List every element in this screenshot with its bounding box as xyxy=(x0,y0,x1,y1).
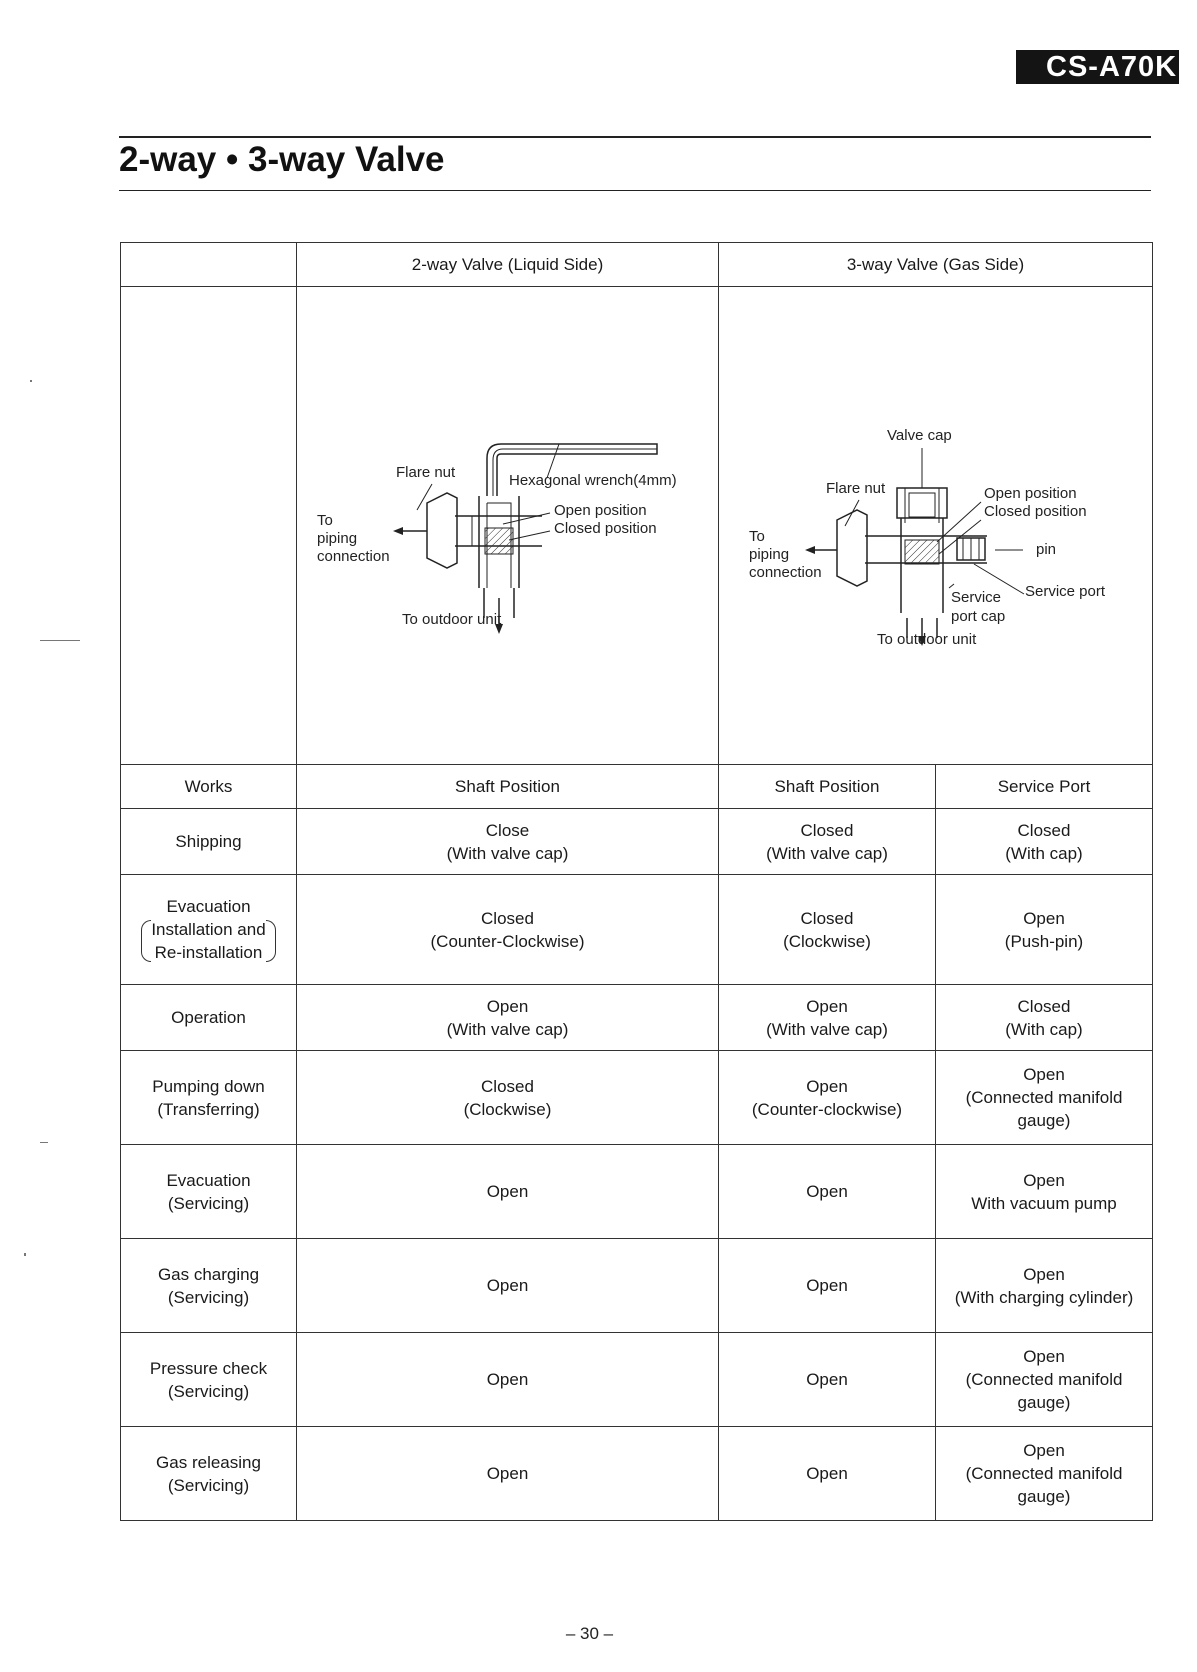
label-open-position: Open position xyxy=(554,501,647,519)
service-port-cell xyxy=(936,1333,1153,1427)
cell-text: Open xyxy=(1023,1441,1065,1460)
label-hex-wrench: Hexagonal wrench(4mm) xyxy=(509,471,677,489)
cell-text: Installation and xyxy=(151,920,266,939)
table-row xyxy=(121,875,1153,985)
shaft-3way-cell xyxy=(719,1239,936,1333)
shaft-2way-cell xyxy=(297,1051,719,1145)
cell-text: Pumping down xyxy=(152,1076,265,1096)
piping-arrow-3way xyxy=(805,546,837,554)
cell-text: Closed xyxy=(800,820,854,840)
label-connection: connection xyxy=(317,547,390,565)
shaft-2way-cell xyxy=(297,875,719,985)
service-port-cell xyxy=(936,1051,1153,1145)
service-port-cell xyxy=(936,1145,1153,1239)
leader-lines-3way xyxy=(845,448,1024,594)
cell-text: (Connected manifold xyxy=(965,1088,1123,1107)
cell-text: (Servicing) xyxy=(167,1287,250,1307)
table-row xyxy=(121,1145,1153,1239)
shaft-3way-cell xyxy=(719,1051,936,1145)
shaft-3way-cell xyxy=(719,1427,936,1521)
shaft-3way-cell xyxy=(719,875,936,985)
valve-body-2way xyxy=(427,493,542,618)
scan-speck xyxy=(24,1253,26,1256)
scan-speck xyxy=(30,380,32,382)
cell-text: Open xyxy=(486,1276,529,1295)
shaft-2way-cell xyxy=(297,1427,719,1521)
cell-text: Closed xyxy=(481,908,534,928)
service-port-cell xyxy=(936,1427,1153,1521)
label-closed-position-3way: Closed position xyxy=(984,502,1087,520)
table-row xyxy=(121,1427,1153,1521)
col-2way-valve: 2-way Valve (Liquid Side) xyxy=(297,243,719,287)
label-open-position-3way: Open position xyxy=(984,484,1077,502)
label-to-3way: To xyxy=(749,527,765,545)
cell-text: Close xyxy=(485,820,530,840)
cell-text: Open xyxy=(486,1370,529,1389)
cell-text: Open xyxy=(1023,1347,1065,1366)
shaft-2way-cell xyxy=(297,1145,719,1239)
shaft-3way-cell xyxy=(719,985,936,1051)
cell-text: (With cap) xyxy=(1005,1019,1083,1039)
valve-stem-hatch-3way xyxy=(905,540,939,564)
subheader-shaft-2way: Shaft Position xyxy=(297,765,719,809)
label-service: Service xyxy=(951,588,1002,606)
subheader-row xyxy=(121,765,1153,809)
cell-text: (With cap) xyxy=(1005,843,1083,863)
cell-text: (Connected manifold xyxy=(965,1370,1123,1389)
label-flare-nut: Flare nut xyxy=(396,463,456,481)
diagram-row xyxy=(121,287,1153,765)
title-rule-bottom xyxy=(119,190,1151,191)
cell-text: Open xyxy=(806,996,848,1016)
diagram-2way-cell xyxy=(297,287,719,765)
cell-text: Open xyxy=(806,1182,848,1201)
label-piping: piping xyxy=(317,529,358,547)
cell-text: Open xyxy=(1023,908,1065,928)
table-row xyxy=(121,985,1153,1051)
cell-text: Open xyxy=(486,996,529,1016)
label-flare-nut-3way: Flare nut xyxy=(826,479,886,497)
cell-text: (Counter-clockwise) xyxy=(751,1099,903,1119)
label-to-outdoor: To outdoor unit xyxy=(402,610,502,628)
cell-text: (Servicing) xyxy=(167,1381,250,1401)
table-row xyxy=(121,809,1153,875)
works-cell xyxy=(121,985,297,1051)
label-service-port: Service port xyxy=(1025,582,1106,600)
cell-text: Evacuation xyxy=(166,1170,251,1190)
works-cell xyxy=(121,875,297,985)
subheader-service-port: Service Port xyxy=(936,765,1153,809)
cell-text: (With charging cylinder) xyxy=(954,1287,1134,1307)
cell-text: Open xyxy=(1023,1065,1065,1084)
cell-text: (With valve cap) xyxy=(446,1019,569,1039)
cell-text: Closed xyxy=(481,1076,534,1096)
service-port-cell xyxy=(936,809,1153,875)
page-number: – 30 – xyxy=(565,1624,614,1643)
cell-text: Re-installation xyxy=(154,943,263,962)
cell-text: Operation xyxy=(171,1008,246,1027)
works-cell xyxy=(121,1145,297,1239)
label-piping-3way: piping xyxy=(749,545,790,563)
title-rule-top xyxy=(119,136,1151,138)
works-cell xyxy=(121,809,297,875)
valve-table xyxy=(120,242,1153,1521)
cell-text: Open xyxy=(806,1276,848,1295)
cell-text: Open xyxy=(486,1464,529,1483)
header-row xyxy=(121,243,1153,287)
subheader-shaft-3way: Shaft Position xyxy=(719,765,936,809)
works-cell xyxy=(121,1239,297,1333)
leader-lines-2way xyxy=(417,444,559,540)
service-port-cell xyxy=(936,875,1153,985)
shaft-2way-cell xyxy=(297,1239,719,1333)
scan-speck xyxy=(40,1142,48,1143)
cell-text: (Connected manifold xyxy=(965,1464,1123,1483)
shaft-2way-cell xyxy=(297,809,719,875)
label-to-outdoor-3way: To outdoor unit xyxy=(877,630,977,648)
cell-text: With vacuum pump xyxy=(971,1193,1117,1213)
diagram-2way-valve xyxy=(297,288,717,764)
label-port-cap: port cap xyxy=(951,607,1006,625)
cell-text: (Counter-Clockwise) xyxy=(430,931,585,951)
service-port-cell xyxy=(936,985,1153,1051)
cell-text: (Servicing) xyxy=(167,1475,250,1495)
shaft-3way-cell xyxy=(719,1333,936,1427)
label-connection-3way: connection xyxy=(749,563,822,581)
model-code-badge: CS-A70KE xyxy=(1016,50,1179,84)
cell-text: Gas charging xyxy=(157,1264,260,1284)
cell-text: (Clockwise) xyxy=(463,1099,552,1119)
shaft-2way-cell xyxy=(297,985,719,1051)
cell-text: Open xyxy=(1023,1170,1065,1190)
col-3way-valve: 3-way Valve (Gas Side) xyxy=(719,243,1153,287)
diagram-3way-valve xyxy=(719,288,1151,764)
cell-text: Open xyxy=(806,1370,848,1389)
diagram-3way-cell xyxy=(719,287,1153,765)
cell-text: (Clockwise) xyxy=(783,931,871,951)
shaft-2way-cell xyxy=(297,1333,719,1427)
label-pin: pin xyxy=(1036,540,1057,558)
diagram-empty-cell xyxy=(121,287,297,765)
cell-text: Closed xyxy=(1017,820,1071,840)
works-cell xyxy=(121,1333,297,1427)
cell-text: gauge) xyxy=(1017,1111,1071,1130)
cell-text: Evacuation xyxy=(166,897,251,916)
cell-text: Gas releasing xyxy=(156,1452,261,1472)
cell-text: (Transferring) xyxy=(157,1099,260,1119)
cell-text: Closed xyxy=(1017,996,1071,1016)
shaft-3way-cell xyxy=(719,809,936,875)
table-row xyxy=(121,1239,1153,1333)
cell-text: (Servicing) xyxy=(167,1193,250,1213)
cell-text: (With valve cap) xyxy=(766,1019,888,1039)
parenthetical-group xyxy=(141,918,275,964)
piping-arrow xyxy=(393,527,427,535)
cell-text: Open xyxy=(806,1076,848,1096)
shaft-3way-cell xyxy=(719,1145,936,1239)
cell-text: (With valve cap) xyxy=(766,843,888,863)
cell-text: gauge) xyxy=(1017,1393,1071,1412)
valve-stem-hatch xyxy=(485,528,513,554)
scan-speck xyxy=(40,640,80,641)
cell-text: Pressure check xyxy=(149,1358,268,1378)
cell-text: Open xyxy=(1023,1264,1065,1284)
label-valve-cap: Valve cap xyxy=(887,426,952,444)
cell-text: gauge) xyxy=(1017,1487,1071,1506)
header-empty-cell xyxy=(121,243,297,287)
cell-text: (Push-pin) xyxy=(1004,931,1084,951)
page-title: 2-way • 3-way Valve xyxy=(119,140,445,179)
service-port-cell xyxy=(936,1239,1153,1333)
works-cell xyxy=(121,1427,297,1521)
cell-text: Closed xyxy=(800,908,854,928)
table-row xyxy=(121,1051,1153,1145)
cell-text: Open xyxy=(806,1464,848,1483)
cell-text: (With valve cap) xyxy=(446,843,569,863)
works-cell xyxy=(121,1051,297,1145)
subheader-works: Works xyxy=(121,765,297,809)
label-to: To xyxy=(317,511,333,529)
table-row xyxy=(121,1333,1153,1427)
valve-cap-inner xyxy=(909,493,935,517)
label-closed-position: Closed position xyxy=(554,519,657,537)
cell-text: Shipping xyxy=(175,832,242,851)
cell-text: Open xyxy=(486,1182,529,1201)
